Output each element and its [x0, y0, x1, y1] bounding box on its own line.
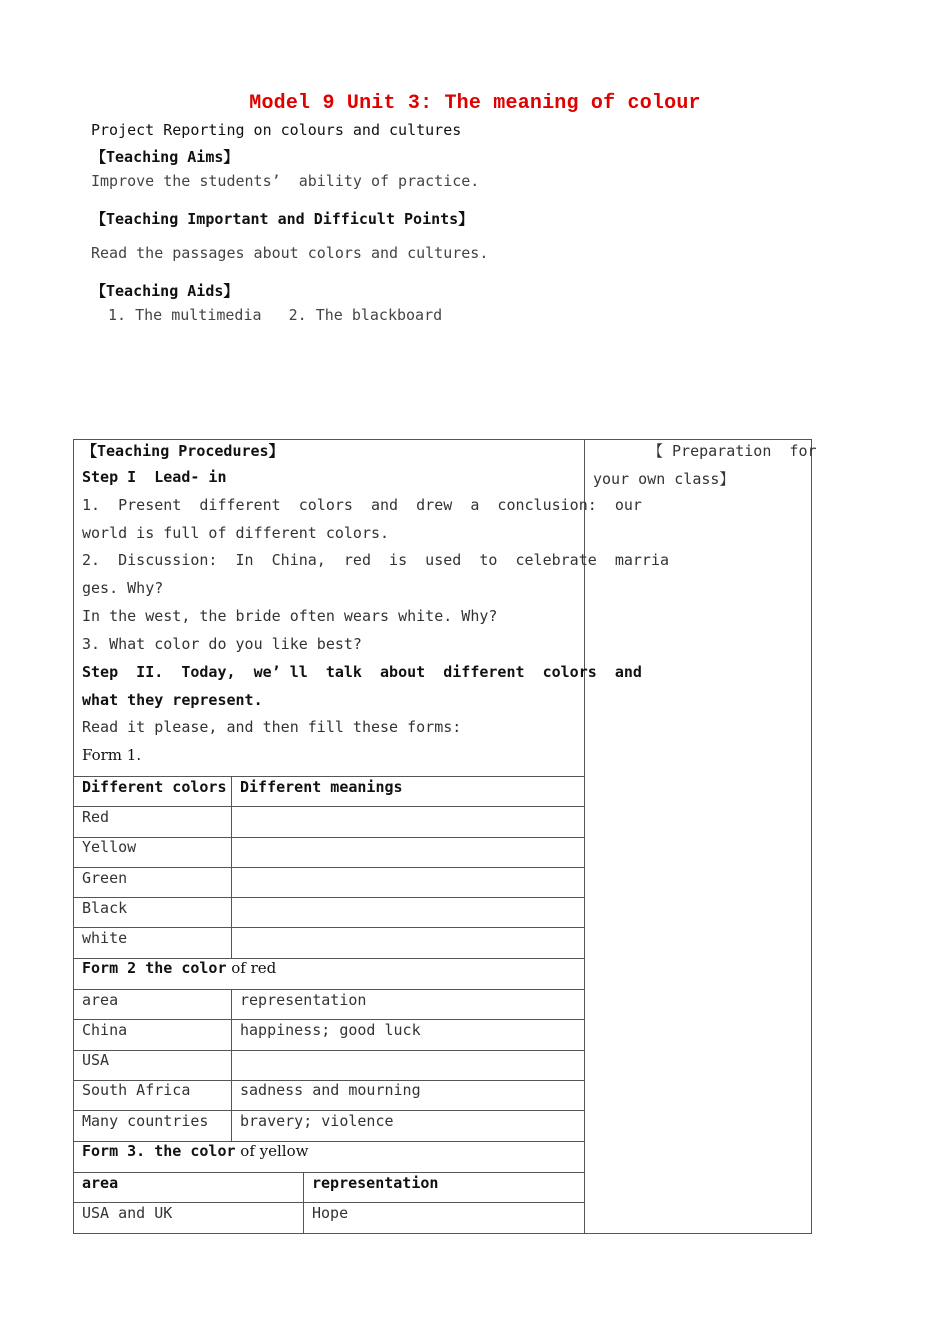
rule [73, 867, 584, 868]
instruction-text: Read it please, and then fill these forms: [82, 718, 462, 736]
aims-heading: 【Teaching Aims】 [91, 148, 239, 166]
form1-label: Form 1. [82, 746, 142, 764]
form2-caption: Form 2 the color of red [82, 959, 277, 977]
form2-header-representation: representation [240, 991, 367, 1009]
rule [231, 776, 232, 958]
rule [73, 897, 584, 898]
form2-area: China [82, 1021, 128, 1039]
aids-text: 1. The multimedia 2. The blackboard [108, 306, 443, 324]
preparation-heading-line1: 【 Preparation for [648, 442, 817, 460]
item2-line2: ges. Why? [82, 579, 164, 597]
rule [73, 776, 584, 777]
subtitle: Project Reporting on colours and cultures [91, 121, 462, 139]
form3-area: USA and UK [82, 1204, 173, 1222]
form2-area: USA [82, 1051, 110, 1069]
rule [73, 1202, 584, 1203]
form1-color: Red [82, 808, 110, 826]
form3-header-area: area [82, 1174, 119, 1192]
form1-color: Green [82, 869, 128, 887]
form2-representation: sadness and mourning [240, 1081, 421, 1099]
item1-line1: 1. Present different colors and drew a conclusion: our [82, 496, 642, 514]
rule [73, 1172, 584, 1173]
form3-caption: Form 3. the color of yellow [82, 1142, 309, 1160]
form2-representation: happiness; good luck [240, 1021, 421, 1039]
form2-area: South Africa [82, 1081, 191, 1099]
item2-line1: 2. Discussion: In China, red is used to celebrate marria [82, 551, 669, 569]
rule [303, 1172, 304, 1234]
rule [73, 1050, 584, 1051]
item2-line3: In the west, the bride often wears white. Why? [82, 607, 498, 625]
preparation-heading-line2: your own class】 [593, 470, 735, 488]
rule [73, 1019, 584, 1020]
rule [73, 806, 584, 807]
form3-header-representation: representation [312, 1174, 439, 1192]
page-title: Model 9 Unit 3: The meaning of colour [249, 92, 701, 115]
form2-header-area: area [82, 991, 119, 1009]
points-text: Read the passages about colors and cultures. [91, 244, 489, 262]
form1-color: Yellow [82, 838, 137, 856]
form1-color: white [82, 929, 128, 947]
points-heading: 【Teaching Important and Difficult Points】 [91, 210, 474, 228]
aims-text: Improve the students’ ability of practice. [91, 172, 480, 190]
rule [73, 1110, 584, 1111]
item1-line2: world is full of different colors. [82, 524, 390, 542]
step2-line2: what they represent. [82, 691, 263, 709]
rule [73, 927, 584, 928]
rule [231, 989, 232, 1141]
form2-representation: bravery; violence [240, 1112, 394, 1130]
step1-heading: Step I Lead- in [82, 468, 227, 486]
step2-line1: Step II. Today, we’ ll talk about different colors and [82, 663, 642, 681]
procedures-heading: 【Teaching Procedures】 [82, 442, 284, 460]
form1-color: Black [82, 899, 128, 917]
rule [73, 989, 584, 990]
aids-heading: 【Teaching Aids】 [91, 282, 239, 300]
form3-representation: Hope [312, 1204, 349, 1222]
form1-header-colors: Different colors [82, 778, 227, 796]
form1-header-meanings: Different meanings [240, 778, 403, 796]
form2-area: Many countries [82, 1112, 209, 1130]
rule [73, 837, 584, 838]
item3-line: 3. What color do you like best? [82, 635, 362, 653]
